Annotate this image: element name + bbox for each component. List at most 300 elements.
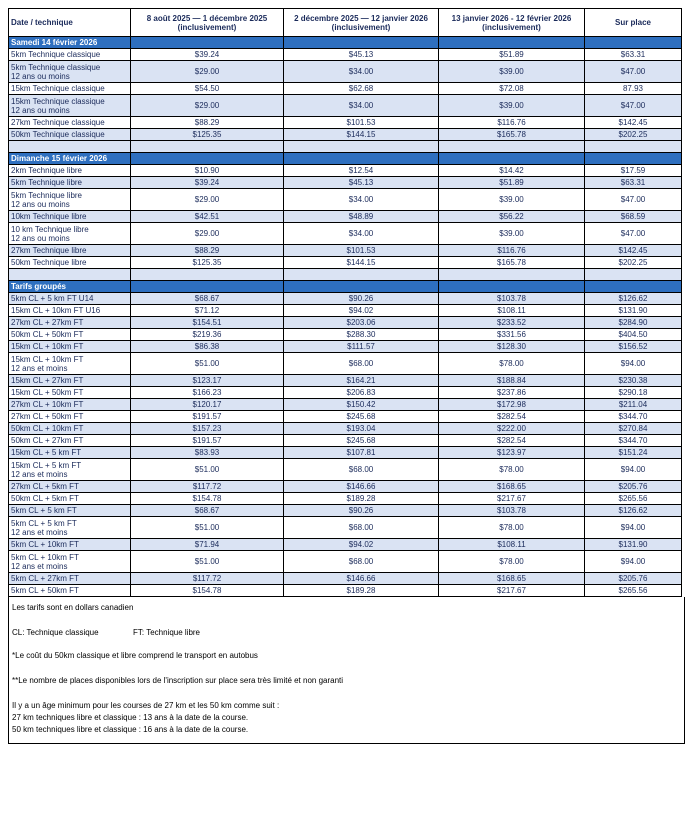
price-cell: $12.54	[284, 165, 439, 177]
table-row	[9, 95, 682, 117]
price-cell: $101.53	[284, 117, 439, 129]
section-header-cell	[131, 153, 284, 165]
race-label-line: 15km CL + 10km FT	[11, 354, 84, 364]
price-cell: $116.76	[439, 245, 585, 257]
section-header-cell	[585, 37, 682, 49]
race-label-line: 15km CL + 10km FT	[11, 342, 84, 351]
price-cell: $189.28	[284, 585, 439, 597]
spacer-cell	[439, 269, 585, 281]
table-row	[9, 177, 682, 189]
price-cell: $202.25	[585, 129, 682, 141]
section-title: Dimanche 15 février 2026	[9, 153, 131, 165]
spacer-row	[9, 141, 682, 153]
race-label	[9, 189, 131, 211]
section-header-cell	[284, 37, 439, 49]
price-cell: $78.00	[439, 517, 585, 539]
price-cell: $29.00	[131, 95, 284, 117]
price-cell: $146.66	[284, 481, 439, 493]
price-cell: $144.15	[284, 257, 439, 269]
price-cell: $193.04	[284, 423, 439, 435]
header-period-1: 8 août 2025 — 1 décembre 2025 (inclusivement)	[131, 9, 284, 37]
spacer-cell	[131, 269, 284, 281]
spacer-cell	[131, 141, 284, 153]
race-label	[9, 517, 131, 539]
price-cell: $157.23	[131, 423, 284, 435]
price-cell: $206.83	[284, 387, 439, 399]
price-cell: $404.50	[585, 329, 682, 341]
race-label	[9, 165, 131, 177]
race-label-line: 27km CL + 50km FT	[11, 412, 84, 421]
race-label	[9, 435, 131, 447]
price-cell: $51.00	[131, 551, 284, 573]
table-row	[9, 129, 682, 141]
price-cell: $126.62	[585, 293, 682, 305]
price-cell: $51.89	[439, 177, 585, 189]
header-on-site: Sur place	[585, 9, 682, 37]
price-cell: $68.67	[131, 293, 284, 305]
price-cell: $94.02	[284, 539, 439, 551]
table-row	[9, 293, 682, 305]
price-cell: $245.68	[284, 411, 439, 423]
race-label-line: 12 ans ou moins	[11, 71, 70, 81]
price-cell: $146.66	[284, 573, 439, 585]
race-label	[9, 49, 131, 61]
price-cell: $68.59	[585, 211, 682, 223]
race-label	[9, 245, 131, 257]
section-title: Samedi 14 février 2026	[9, 37, 131, 49]
price-cell: $94.00	[585, 353, 682, 375]
price-cell: $154.78	[131, 585, 284, 597]
price-cell: 87.93	[585, 83, 682, 95]
spacer-cell	[439, 141, 585, 153]
price-cell: $219.36	[131, 329, 284, 341]
price-cell: $54.50	[131, 83, 284, 95]
race-label	[9, 447, 131, 459]
price-cell: $51.00	[131, 459, 284, 481]
race-label-line: 50km CL + 50km FT	[11, 330, 84, 339]
section-header	[9, 281, 682, 293]
price-cell: $282.54	[439, 411, 585, 423]
price-cell: $42.51	[131, 211, 284, 223]
price-cell: $125.35	[131, 257, 284, 269]
price-cell: $189.28	[284, 493, 439, 505]
note-ft: FT: Technique libre	[133, 628, 200, 637]
price-cell: $71.12	[131, 305, 284, 317]
race-label-line: 5km CL + 27km FT	[11, 574, 79, 583]
race-label-line: 50km CL + 27km FT	[11, 436, 84, 445]
table-row	[9, 399, 682, 411]
race-label	[9, 375, 131, 387]
price-cell: $63.31	[585, 177, 682, 189]
price-cell: $202.25	[585, 257, 682, 269]
table-row	[9, 61, 682, 83]
race-label	[9, 223, 131, 245]
price-cell: $125.35	[131, 129, 284, 141]
price-cell: $123.17	[131, 375, 284, 387]
price-cell: $83.93	[131, 447, 284, 459]
section-header-cell	[439, 281, 585, 293]
race-label-line: 12 ans et moins	[11, 561, 68, 571]
price-cell: $78.00	[439, 353, 585, 375]
race-label-line: 5km CL + 10km FT	[11, 552, 79, 562]
race-label-line: 27km CL + 10km FT	[11, 400, 84, 409]
section-header-cell	[284, 153, 439, 165]
table-row	[9, 353, 682, 375]
price-cell: $103.78	[439, 505, 585, 517]
price-cell: $142.45	[585, 117, 682, 129]
price-cell: $94.00	[585, 551, 682, 573]
price-cell: $68.67	[131, 505, 284, 517]
price-cell: $34.00	[284, 95, 439, 117]
race-label	[9, 95, 131, 117]
race-label-line: 15km Technique classique	[11, 84, 105, 93]
race-label-line: 5km Technique libre	[11, 190, 83, 200]
table-row	[9, 539, 682, 551]
race-label-line: 12 ans et moins	[11, 363, 68, 373]
race-label-line: 15km Technique classique	[11, 96, 105, 106]
price-cell: $237.86	[439, 387, 585, 399]
price-cell: $94.00	[585, 459, 682, 481]
price-cell: $150.42	[284, 399, 439, 411]
price-cell: $205.76	[585, 481, 682, 493]
race-label	[9, 353, 131, 375]
price-cell: $111.57	[284, 341, 439, 353]
table-row	[9, 329, 682, 341]
price-cell: $144.15	[284, 129, 439, 141]
price-cell: $48.89	[284, 211, 439, 223]
price-cell: $191.57	[131, 435, 284, 447]
header-period-2: 2 décembre 2025 — 12 janvier 2026 (inclusivement)	[284, 9, 439, 37]
price-cell: $117.72	[131, 481, 284, 493]
price-cell: $88.29	[131, 245, 284, 257]
note-age-27: 27 km techniques libre et classique : 13 ans à la date de la course.	[12, 713, 249, 722]
price-cell: $165.78	[439, 129, 585, 141]
price-cell: $282.54	[439, 435, 585, 447]
note-cl: CL: Technique classique	[12, 628, 99, 637]
section-header-cell	[439, 37, 585, 49]
section-title: Tarifs groupés	[9, 281, 131, 293]
table-row	[9, 257, 682, 269]
price-cell: $47.00	[585, 95, 682, 117]
race-label	[9, 211, 131, 223]
price-cell: $123.97	[439, 447, 585, 459]
section-header	[9, 37, 682, 49]
price-cell: $265.56	[585, 585, 682, 597]
price-cell: $344.70	[585, 435, 682, 447]
price-cell: $233.52	[439, 317, 585, 329]
section-header	[9, 153, 682, 165]
price-cell: $108.11	[439, 305, 585, 317]
price-cell: $39.00	[439, 189, 585, 211]
price-cell: $51.00	[131, 517, 284, 539]
price-cell: $270.84	[585, 423, 682, 435]
note-age-50: 50 km techniques libre et classique : 16 ans à la date de la course.	[12, 725, 249, 734]
race-label	[9, 257, 131, 269]
price-cell: $120.17	[131, 399, 284, 411]
price-cell: $211.04	[585, 399, 682, 411]
price-cell: $68.00	[284, 551, 439, 573]
price-cell: $117.72	[131, 573, 284, 585]
spacer-cell	[284, 141, 439, 153]
race-label-line: 12 ans ou moins	[11, 199, 70, 209]
price-cell: $203.06	[284, 317, 439, 329]
note-onsite: **Le nombre de places disponibles lors de l'inscription sur place sera très limité et non garanti	[12, 676, 344, 685]
race-label	[9, 573, 131, 585]
price-cell: $34.00	[284, 223, 439, 245]
table-row	[9, 211, 682, 223]
race-label	[9, 551, 131, 573]
price-cell: $68.00	[284, 517, 439, 539]
price-cell: $10.90	[131, 165, 284, 177]
section-header-cell	[585, 281, 682, 293]
price-cell: $131.90	[585, 539, 682, 551]
price-table-body	[9, 37, 682, 597]
note-currency: Les tarifs sont en dollars canadien	[12, 603, 134, 612]
price-cell: $142.45	[585, 245, 682, 257]
header-date-technique: Date / technique	[9, 9, 131, 37]
table-row	[9, 305, 682, 317]
price-cell: $51.00	[131, 353, 284, 375]
race-label-line: 50km CL + 5km FT	[11, 494, 79, 503]
race-label-line: 5km CL + 10km FT	[11, 540, 79, 549]
price-cell: $101.53	[284, 245, 439, 257]
price-cell: $217.67	[439, 493, 585, 505]
price-cell: $56.22	[439, 211, 585, 223]
price-cell: $230.38	[585, 375, 682, 387]
price-cell: $154.51	[131, 317, 284, 329]
price-cell: $86.38	[131, 341, 284, 353]
price-cell: $39.24	[131, 49, 284, 61]
race-label	[9, 459, 131, 481]
race-label-line: 15km CL + 5 km FT	[11, 460, 82, 470]
price-cell: $17.59	[585, 165, 682, 177]
price-cell: $45.13	[284, 49, 439, 61]
price-cell: $29.00	[131, 189, 284, 211]
race-label-line: 5km Technique libre	[11, 178, 83, 187]
price-cell: $68.00	[284, 459, 439, 481]
race-label-line: 5km CL + 5 km FT U14	[11, 294, 94, 303]
table-row	[9, 447, 682, 459]
price-cell: $107.81	[284, 447, 439, 459]
race-label-line: 50km Technique libre	[11, 258, 87, 267]
spacer-row	[9, 269, 682, 281]
race-label	[9, 505, 131, 517]
spacer-cell	[284, 269, 439, 281]
section-header-cell	[131, 281, 284, 293]
race-label-line: 12 ans ou moins	[11, 105, 70, 115]
race-label-line: 10km Technique libre	[11, 212, 87, 221]
section-header-cell	[131, 37, 284, 49]
race-label-line: 27km CL + 27km FT	[11, 318, 84, 327]
race-label	[9, 481, 131, 493]
price-cell: $156.52	[585, 341, 682, 353]
price-cell: $188.84	[439, 375, 585, 387]
price-cell: $168.65	[439, 481, 585, 493]
price-cell: $90.26	[284, 293, 439, 305]
race-label-line: 5km CL + 50km FT	[11, 586, 79, 595]
price-cell: $265.56	[585, 493, 682, 505]
race-label-line: 27km CL + 5km FT	[11, 482, 79, 491]
table-row	[9, 341, 682, 353]
note-age-intro: Il y a un âge minimum pour les courses de 27 km et les 50 km comme suit :	[12, 701, 280, 710]
price-cell: $165.78	[439, 257, 585, 269]
table-row	[9, 165, 682, 177]
race-label-line: 15km CL + 5 km FT	[11, 448, 82, 457]
race-label-line: 15km CL + 10km FT U16	[11, 306, 101, 315]
price-cell: $45.13	[284, 177, 439, 189]
price-cell: $39.00	[439, 61, 585, 83]
price-cell: $168.65	[439, 573, 585, 585]
price-cell: $90.26	[284, 505, 439, 517]
notes-box	[8, 597, 685, 744]
table-row	[9, 375, 682, 387]
price-cell: $47.00	[585, 61, 682, 83]
price-cell: $344.70	[585, 411, 682, 423]
table-row	[9, 481, 682, 493]
race-label	[9, 539, 131, 551]
table-row	[9, 435, 682, 447]
price-cell: $34.00	[284, 61, 439, 83]
price-cell: $29.00	[131, 61, 284, 83]
race-label-line: 27km Technique classique	[11, 118, 105, 127]
price-cell: $103.78	[439, 293, 585, 305]
race-label	[9, 493, 131, 505]
race-label	[9, 411, 131, 423]
table-row	[9, 387, 682, 399]
price-cell: $164.21	[284, 375, 439, 387]
race-label-line: 5km CL + 5 km FT	[11, 518, 77, 528]
race-label	[9, 305, 131, 317]
race-label-line: 5km CL + 5 km FT	[11, 506, 77, 515]
race-label	[9, 585, 131, 597]
price-cell: $78.00	[439, 551, 585, 573]
table-row	[9, 83, 682, 95]
price-cell: $51.89	[439, 49, 585, 61]
price-cell: $71.94	[131, 539, 284, 551]
price-cell: $34.00	[284, 189, 439, 211]
race-label	[9, 329, 131, 341]
price-cell: $47.00	[585, 223, 682, 245]
price-cell: $191.57	[131, 411, 284, 423]
table-row	[9, 493, 682, 505]
race-label	[9, 177, 131, 189]
section-header-cell	[439, 153, 585, 165]
race-label-line: 5km Technique classique	[11, 50, 101, 59]
race-label-line: 27km Technique libre	[11, 246, 87, 255]
price-cell: $172.98	[439, 399, 585, 411]
price-cell: $116.76	[439, 117, 585, 129]
price-cell: $88.29	[131, 117, 284, 129]
table-row	[9, 189, 682, 211]
table-row	[9, 551, 682, 573]
price-cell: $108.11	[439, 539, 585, 551]
race-label-line: 50km CL + 10km FT	[11, 424, 84, 433]
table-row	[9, 223, 682, 245]
section-header-cell	[585, 153, 682, 165]
race-label-line: 12 ans et moins	[11, 527, 68, 537]
price-cell: $14.42	[439, 165, 585, 177]
price-cell: $62.68	[284, 83, 439, 95]
price-cell: $39.00	[439, 95, 585, 117]
price-cell: $166.23	[131, 387, 284, 399]
race-label	[9, 399, 131, 411]
table-row	[9, 517, 682, 539]
race-label	[9, 61, 131, 83]
table-row	[9, 245, 682, 257]
spacer-cell	[585, 269, 682, 281]
price-cell: $126.62	[585, 505, 682, 517]
price-cell: $222.00	[439, 423, 585, 435]
table-row	[9, 585, 682, 597]
section-header-cell	[284, 281, 439, 293]
price-cell: $78.00	[439, 459, 585, 481]
price-cell: $205.76	[585, 573, 682, 585]
price-cell: $131.90	[585, 305, 682, 317]
table-row	[9, 317, 682, 329]
price-cell: $217.67	[439, 585, 585, 597]
price-table	[8, 8, 682, 597]
price-cell: $284.90	[585, 317, 682, 329]
race-label-line: 15km CL + 27km FT	[11, 376, 84, 385]
table-row	[9, 117, 682, 129]
price-cell: $245.68	[284, 435, 439, 447]
price-table-container	[8, 8, 681, 744]
price-cell: $29.00	[131, 223, 284, 245]
race-label-line: 10 km Technique libre	[11, 224, 89, 234]
price-cell: $151.24	[585, 447, 682, 459]
spacer-cell	[9, 141, 131, 153]
header-period-3: 13 janvier 2026 - 12 février 2026 (inclusivement)	[439, 9, 585, 37]
price-cell: $331.56	[439, 329, 585, 341]
race-label	[9, 341, 131, 353]
price-cell: $63.31	[585, 49, 682, 61]
table-row	[9, 459, 682, 481]
race-label	[9, 387, 131, 399]
race-label	[9, 293, 131, 305]
race-label	[9, 83, 131, 95]
price-cell: $39.24	[131, 177, 284, 189]
price-cell: $94.00	[585, 517, 682, 539]
race-label	[9, 129, 131, 141]
race-label	[9, 117, 131, 129]
price-cell: $128.30	[439, 341, 585, 353]
race-label-line: 50km Technique classique	[11, 130, 105, 139]
price-cell: $290.18	[585, 387, 682, 399]
spacer-cell	[9, 269, 131, 281]
race-label	[9, 317, 131, 329]
price-cell: $39.00	[439, 223, 585, 245]
price-cell: $288.30	[284, 329, 439, 341]
race-label-line: 5km Technique classique	[11, 62, 101, 72]
race-label-line: 12 ans ou moins	[11, 233, 70, 243]
table-row	[9, 573, 682, 585]
price-cell: $68.00	[284, 353, 439, 375]
race-label-line: 15km CL + 50km FT	[11, 388, 84, 397]
spacer-cell	[585, 141, 682, 153]
price-cell: $72.08	[439, 83, 585, 95]
note-bus: *Le coût du 50km classique et libre comprend le transport en autobus	[12, 651, 258, 660]
race-label-line: 12 ans et moins	[11, 469, 68, 479]
table-row	[9, 423, 682, 435]
table-row	[9, 505, 682, 517]
table-row	[9, 49, 682, 61]
table-row	[9, 411, 682, 423]
race-label	[9, 423, 131, 435]
race-label-line: 2km Technique libre	[11, 166, 83, 175]
price-cell: $47.00	[585, 189, 682, 211]
price-cell: $154.78	[131, 493, 284, 505]
price-cell: $94.02	[284, 305, 439, 317]
